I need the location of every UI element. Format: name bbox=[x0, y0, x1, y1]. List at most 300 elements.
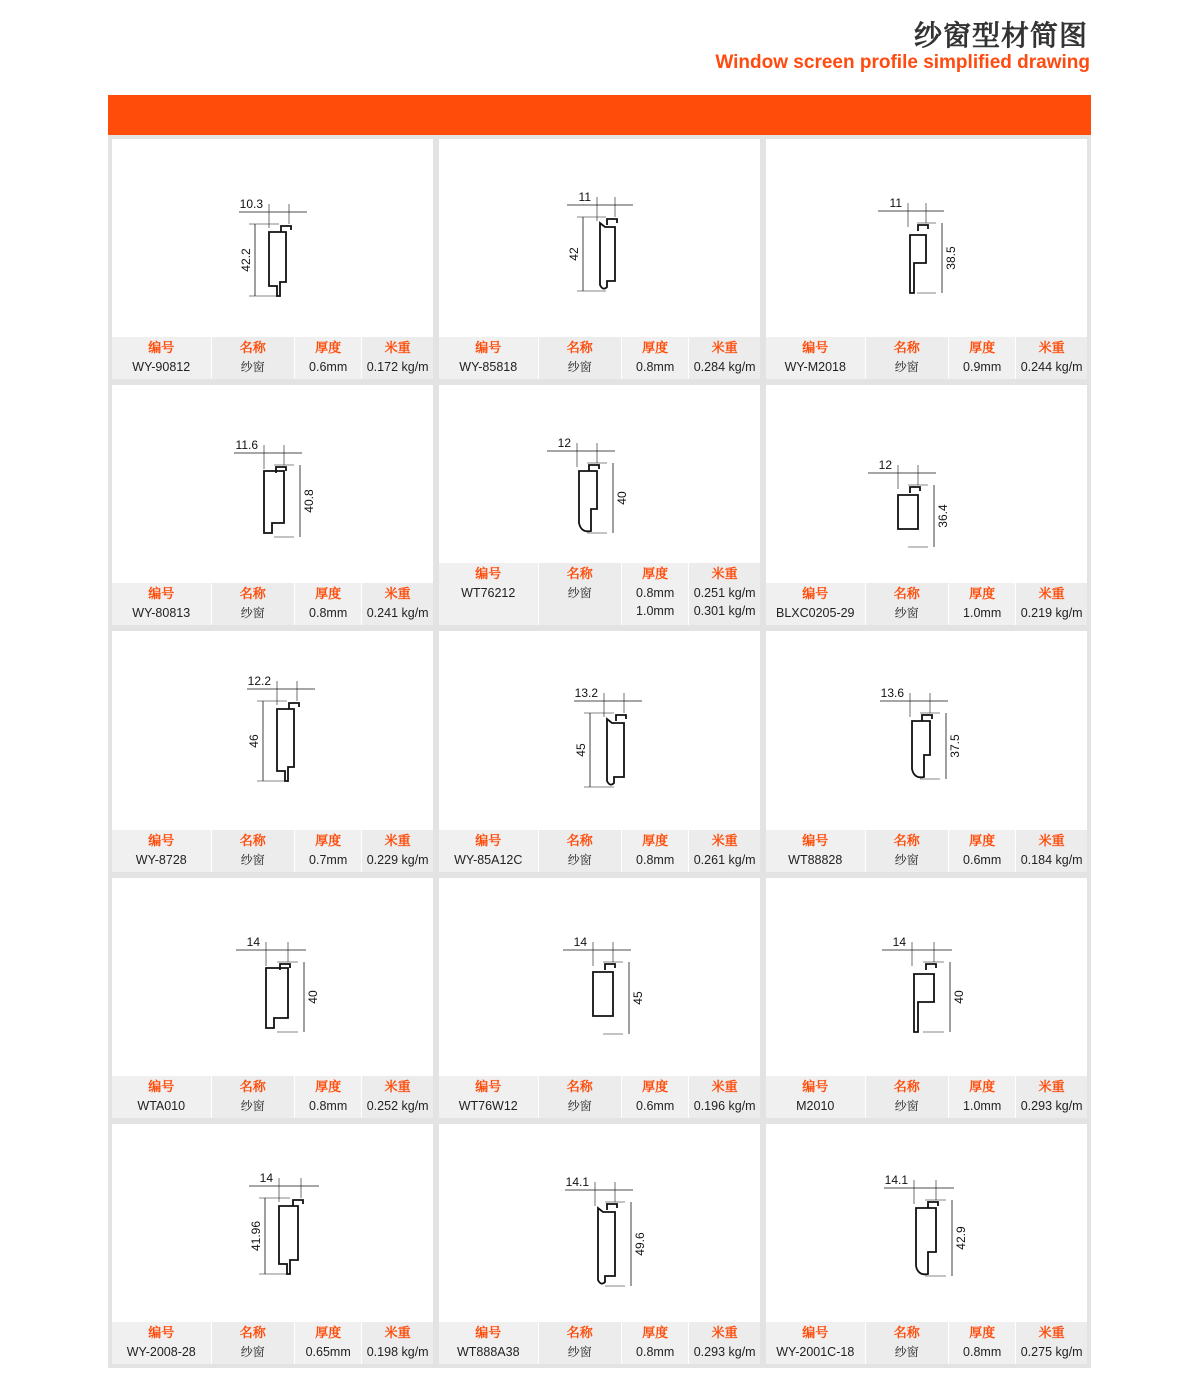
profile-drawing bbox=[574, 686, 642, 787]
spec-column-code bbox=[112, 337, 212, 379]
profile-drawing-svg bbox=[766, 878, 1087, 1073]
profile-hook bbox=[607, 1204, 617, 1210]
profile-outline bbox=[898, 495, 918, 529]
spec-value-thickness: 0.8mm bbox=[309, 606, 348, 621]
profile-drawing-svg bbox=[112, 139, 433, 334]
profile-drawing bbox=[868, 458, 950, 547]
profile-outline bbox=[264, 471, 284, 533]
spec-column-weight bbox=[689, 337, 760, 379]
page-title-cn: 纱窗型材简图 bbox=[913, 19, 1088, 52]
profile-drawing bbox=[882, 935, 966, 1032]
spec-column-thickness bbox=[622, 1322, 689, 1364]
profile-hook bbox=[910, 487, 920, 493]
height-dimension-label: 42 bbox=[567, 247, 581, 261]
profile-drawing-svg bbox=[112, 385, 433, 580]
profile-drawing-area bbox=[112, 385, 433, 580]
spec-value-name: 纱窗 bbox=[567, 360, 592, 375]
spec-header-name: 名称 bbox=[893, 1079, 920, 1095]
spec-header-weight: 米重 bbox=[384, 833, 411, 849]
height-dimension-label: 42.2 bbox=[239, 248, 253, 272]
profile-outline bbox=[912, 721, 930, 777]
spec-value-thickness: 0.8mm bbox=[636, 586, 675, 601]
spec-column-weight bbox=[1016, 1076, 1087, 1118]
width-dimension-label: 14.1 bbox=[884, 1172, 908, 1187]
spec-column-name bbox=[212, 337, 295, 379]
profile-hook bbox=[293, 1200, 303, 1206]
width-dimension-label: 10.3 bbox=[239, 197, 263, 211]
spec-table bbox=[112, 830, 433, 872]
spec-header-thickness: 厚度 bbox=[642, 341, 669, 357]
profile-drawing bbox=[234, 438, 316, 537]
spec-value-name: 纱窗 bbox=[567, 1344, 592, 1359]
profile-drawing-area bbox=[112, 1124, 433, 1319]
spec-header-name: 名称 bbox=[893, 833, 920, 849]
profile-card bbox=[439, 878, 760, 1118]
spec-column-thickness bbox=[949, 337, 1016, 379]
profile-outline bbox=[607, 719, 624, 785]
spec-header-code: 编号 bbox=[148, 587, 175, 603]
spec-table bbox=[439, 830, 760, 872]
spec-value-thickness: 0.8mm bbox=[309, 1098, 348, 1113]
spec-header-weight: 米重 bbox=[1038, 1325, 1065, 1341]
spec-header-code: 编号 bbox=[802, 341, 829, 357]
spec-header-name: 名称 bbox=[893, 587, 920, 603]
spec-table bbox=[112, 337, 433, 379]
spec-value-name: 纱窗 bbox=[240, 606, 265, 621]
spec-header-code: 编号 bbox=[475, 1325, 502, 1341]
spec-table bbox=[439, 1322, 760, 1364]
spec-column-thickness bbox=[949, 1076, 1016, 1118]
spec-value-name: 纱窗 bbox=[894, 1344, 919, 1359]
spec-value-name: 纱窗 bbox=[567, 852, 592, 867]
spec-column-weight bbox=[1016, 830, 1087, 872]
spec-value-code: WT88828 bbox=[788, 852, 843, 867]
spec-value-thickness: 0.9mm bbox=[963, 360, 1002, 375]
height-dimension-label: 45 bbox=[574, 743, 588, 758]
spec-column-name bbox=[539, 830, 622, 872]
profile-grid bbox=[108, 135, 1091, 1368]
profile-drawing bbox=[547, 436, 629, 533]
height-dimension-label: 46 bbox=[247, 734, 261, 749]
spec-column-name bbox=[212, 1322, 295, 1364]
spec-header-code: 编号 bbox=[475, 567, 502, 583]
spec-column-code bbox=[766, 583, 866, 625]
profile-drawing-area bbox=[439, 1124, 760, 1319]
spec-header-thickness: 厚度 bbox=[969, 833, 996, 849]
spec-value-code: WY-85818 bbox=[459, 360, 518, 375]
spec-value-code: BLXC0205-29 bbox=[775, 606, 855, 621]
spec-value-code: WT76212 bbox=[461, 586, 516, 601]
spec-column-name bbox=[866, 337, 949, 379]
spec-table bbox=[439, 563, 760, 625]
spec-header-code: 编号 bbox=[148, 1079, 175, 1095]
profile-outline bbox=[916, 1208, 936, 1274]
spec-value-name: 纱窗 bbox=[240, 852, 265, 867]
width-dimension-label: 12.2 bbox=[247, 674, 271, 689]
spec-header-name: 名称 bbox=[566, 833, 593, 849]
spec-column-thickness bbox=[295, 1322, 362, 1364]
profile-drawing-area bbox=[112, 631, 433, 826]
spec-value-weight: 0.219 kg/m bbox=[1020, 606, 1083, 621]
profile-hook bbox=[926, 964, 936, 970]
profile-drawing bbox=[565, 1175, 647, 1286]
spec-header-thickness: 厚度 bbox=[315, 833, 342, 849]
spec-value-code: WY-85A12C bbox=[454, 852, 523, 867]
profile-outline bbox=[266, 968, 288, 1028]
profile-drawing-svg bbox=[112, 1124, 433, 1319]
spec-column-name bbox=[212, 583, 295, 625]
spec-column-weight bbox=[1016, 337, 1087, 379]
profile-drawing-svg bbox=[112, 631, 433, 826]
spec-column-code bbox=[112, 1322, 212, 1364]
profile-drawing-area bbox=[766, 385, 1087, 580]
spec-value-code: WY-M2018 bbox=[784, 360, 846, 375]
profile-hook bbox=[289, 703, 299, 709]
spec-header-thickness: 厚度 bbox=[969, 1079, 996, 1095]
spec-table bbox=[439, 337, 760, 379]
spec-column-code bbox=[766, 337, 866, 379]
profile-drawing-svg bbox=[439, 385, 760, 580]
spec-value-thickness: 0.8mm bbox=[636, 852, 675, 867]
height-dimension-label: 40 bbox=[952, 989, 966, 1004]
spec-column-thickness bbox=[295, 583, 362, 625]
spec-column-weight bbox=[362, 1322, 433, 1364]
header-bar bbox=[108, 95, 1091, 135]
spec-header-code: 编号 bbox=[148, 341, 175, 357]
spec-value-code: WY-2001C-18 bbox=[776, 1344, 855, 1359]
spec-value-name: 纱窗 bbox=[894, 1098, 919, 1113]
profile-card bbox=[112, 878, 433, 1118]
profile-outline bbox=[277, 709, 294, 781]
spec-header-code: 编号 bbox=[475, 341, 502, 357]
width-dimension-label: 11 bbox=[578, 190, 591, 204]
spec-value-name: 纱窗 bbox=[894, 852, 919, 867]
profile-drawing-svg bbox=[439, 1124, 760, 1319]
spec-table bbox=[766, 1076, 1087, 1118]
spec-column-code bbox=[439, 337, 539, 379]
width-dimension-label: 13.2 bbox=[574, 686, 598, 701]
spec-value-code: WT76W12 bbox=[458, 1098, 518, 1113]
profile-card bbox=[112, 139, 433, 379]
height-dimension-label: 40 bbox=[615, 491, 629, 505]
profile-outline bbox=[600, 223, 615, 289]
spec-header-name: 名称 bbox=[566, 1325, 593, 1341]
profile-drawing bbox=[247, 674, 315, 781]
width-dimension-label: 14.1 bbox=[565, 1174, 589, 1189]
profile-outline bbox=[269, 232, 286, 296]
spec-column-weight bbox=[1016, 1322, 1087, 1364]
spec-column-code bbox=[112, 1076, 212, 1118]
spec-value-code: WTA010 bbox=[137, 1098, 186, 1113]
profile-hook bbox=[928, 1202, 938, 1208]
width-dimension-label: 14 bbox=[259, 1170, 273, 1185]
spec-column-code bbox=[439, 1322, 539, 1364]
spec-header-code: 编号 bbox=[802, 1325, 829, 1341]
spec-column-code bbox=[439, 1076, 539, 1118]
spec-header-code: 编号 bbox=[802, 1079, 829, 1095]
height-dimension-label: 41.96 bbox=[249, 1220, 263, 1251]
profile-card bbox=[766, 878, 1087, 1118]
spec-value-weight: 0.241 kg/m bbox=[366, 606, 429, 621]
width-dimension-label: 11 bbox=[889, 196, 902, 210]
profile-drawing-area bbox=[439, 878, 760, 1073]
profile-outline bbox=[579, 471, 597, 531]
profile-drawing-area bbox=[439, 631, 760, 826]
spec-value-thickness2: 1.0mm bbox=[636, 604, 675, 619]
spec-column-name bbox=[539, 1076, 622, 1118]
height-dimension-label: 40.8 bbox=[302, 489, 316, 513]
profile-drawing-svg bbox=[766, 1124, 1087, 1319]
spec-header-name: 名称 bbox=[239, 1079, 266, 1095]
spec-value-weight: 0.184 kg/m bbox=[1020, 852, 1083, 867]
spec-value-name: 纱窗 bbox=[567, 1098, 592, 1113]
height-dimension-label: 45 bbox=[631, 990, 645, 1005]
spec-value-code: WY-2008-28 bbox=[126, 1344, 196, 1359]
profile-drawing-svg bbox=[766, 385, 1087, 580]
spec-header-weight: 米重 bbox=[384, 1079, 411, 1095]
spec-column-weight bbox=[1016, 583, 1087, 625]
profile-card bbox=[439, 139, 760, 379]
spec-header-name: 名称 bbox=[893, 1325, 920, 1341]
spec-header-name: 名称 bbox=[239, 1325, 266, 1341]
spec-column-code bbox=[439, 830, 539, 872]
spec-header-thickness: 厚度 bbox=[969, 1325, 996, 1341]
profile-drawing bbox=[249, 1171, 319, 1274]
spec-column-weight bbox=[689, 563, 760, 625]
spec-value-weight: 0.251 kg/m bbox=[693, 586, 756, 601]
spec-header-weight: 米重 bbox=[1038, 833, 1065, 849]
width-dimension-label: 14 bbox=[892, 934, 906, 949]
spec-header-name: 名称 bbox=[566, 341, 593, 357]
spec-value-weight: 0.261 kg/m bbox=[693, 852, 756, 867]
spec-column-thickness bbox=[949, 583, 1016, 625]
spec-header-name: 名称 bbox=[566, 567, 593, 583]
profile-card bbox=[112, 1124, 433, 1364]
spec-value-thickness: 0.6mm bbox=[963, 852, 1002, 867]
spec-value-thickness: 0.8mm bbox=[963, 1344, 1002, 1359]
spec-value-thickness: 0.6mm bbox=[636, 1098, 675, 1113]
spec-column-name bbox=[539, 563, 622, 625]
spec-table bbox=[112, 1076, 433, 1118]
profile-drawing bbox=[884, 1173, 968, 1276]
spec-value-weight: 0.293 kg/m bbox=[693, 1344, 756, 1359]
width-dimension-label: 12 bbox=[557, 436, 571, 451]
profile-drawing-svg bbox=[439, 139, 760, 334]
spec-table bbox=[766, 1322, 1087, 1364]
spec-header-weight: 米重 bbox=[711, 1079, 738, 1095]
profile-card bbox=[766, 139, 1087, 379]
spec-value-weight: 0.198 kg/m bbox=[366, 1344, 429, 1359]
width-dimension-label: 13.6 bbox=[880, 686, 904, 701]
spec-header-code: 编号 bbox=[802, 587, 829, 603]
profile-drawing-area bbox=[439, 139, 760, 334]
spec-value-weight: 0.252 kg/m bbox=[366, 1098, 429, 1113]
profile-card bbox=[439, 385, 760, 625]
spec-value-weight: 0.293 kg/m bbox=[1020, 1098, 1083, 1113]
profile-card bbox=[439, 1124, 760, 1364]
profile-drawing-area bbox=[766, 139, 1087, 334]
spec-column-code bbox=[766, 1076, 866, 1118]
spec-value-name: 纱窗 bbox=[240, 1344, 265, 1359]
spec-value-weight: 0.284 kg/m bbox=[693, 360, 756, 375]
profile-drawing bbox=[236, 935, 320, 1032]
spec-column-thickness bbox=[949, 1322, 1016, 1364]
spec-column-thickness bbox=[622, 337, 689, 379]
profile-drawing-area bbox=[766, 631, 1087, 826]
spec-value-thickness: 0.8mm bbox=[636, 1344, 675, 1359]
spec-column-name bbox=[866, 1322, 949, 1364]
width-dimension-label: 12 bbox=[878, 458, 892, 473]
spec-value-code: WY-80813 bbox=[132, 606, 191, 621]
spec-header-name: 名称 bbox=[239, 833, 266, 849]
spec-header-weight: 米重 bbox=[711, 1325, 738, 1341]
profile-drawing bbox=[567, 190, 633, 291]
spec-column-thickness bbox=[622, 830, 689, 872]
spec-value-code: M2010 bbox=[796, 1098, 835, 1113]
spec-table bbox=[766, 830, 1087, 872]
spec-header-weight: 米重 bbox=[384, 1325, 411, 1341]
profile-drawing-svg bbox=[112, 878, 433, 1073]
spec-column-thickness bbox=[622, 1076, 689, 1118]
profile-card bbox=[766, 385, 1087, 625]
spec-column-code bbox=[112, 830, 212, 872]
spec-header-name: 名称 bbox=[239, 587, 266, 603]
spec-column-weight bbox=[689, 1076, 760, 1118]
height-dimension-label: 49.6 bbox=[633, 1232, 647, 1256]
height-dimension-label: 40 bbox=[306, 989, 320, 1004]
height-dimension-label: 37.5 bbox=[948, 734, 962, 759]
spec-value-name: 纱窗 bbox=[894, 360, 919, 375]
spec-header-code: 编号 bbox=[148, 833, 175, 849]
spec-header-weight: 米重 bbox=[1038, 341, 1065, 357]
profile-drawing-area bbox=[766, 878, 1087, 1073]
spec-header-thickness: 厚度 bbox=[642, 1079, 669, 1095]
spec-header-thickness: 厚度 bbox=[315, 587, 342, 603]
spec-value-name: 纱窗 bbox=[894, 606, 919, 621]
profile-drawing bbox=[239, 197, 307, 296]
spec-value-name: 纱窗 bbox=[240, 1098, 265, 1113]
spec-column-code bbox=[766, 1322, 866, 1364]
spec-column-thickness bbox=[622, 563, 689, 625]
profile-drawing-area bbox=[439, 385, 760, 580]
profile-card bbox=[112, 631, 433, 871]
spec-column-thickness bbox=[949, 830, 1016, 872]
profile-drawing-area bbox=[766, 1124, 1087, 1319]
profile-card bbox=[112, 385, 433, 625]
width-dimension-label: 11.6 bbox=[235, 438, 258, 453]
profile-drawing bbox=[563, 935, 645, 1034]
profile-drawing bbox=[880, 686, 962, 779]
profile-card bbox=[766, 631, 1087, 871]
profile-card bbox=[439, 631, 760, 871]
spec-value-weight: 0.196 kg/m bbox=[693, 1098, 756, 1113]
spec-table bbox=[766, 337, 1087, 379]
spec-header-weight: 米重 bbox=[711, 833, 738, 849]
profile-outline bbox=[598, 1208, 615, 1284]
profile-outline bbox=[910, 235, 926, 293]
spec-header-thickness: 厚度 bbox=[969, 587, 996, 603]
height-dimension-label: 36.4 bbox=[936, 504, 950, 528]
spec-column-name bbox=[212, 1076, 295, 1118]
spec-column-name bbox=[212, 830, 295, 872]
spec-column-weight bbox=[362, 1076, 433, 1118]
profile-outline bbox=[279, 1206, 298, 1274]
spec-value-code: WT888A38 bbox=[456, 1344, 520, 1359]
spec-value-code: WY-8728 bbox=[135, 852, 187, 867]
spec-value-weight: 0.229 kg/m bbox=[366, 852, 429, 867]
spec-column-code bbox=[766, 830, 866, 872]
profile-hook bbox=[605, 964, 615, 970]
profile-drawing-area bbox=[112, 878, 433, 1073]
spec-column-weight bbox=[689, 830, 760, 872]
spec-column-weight bbox=[362, 830, 433, 872]
spec-header-weight: 米重 bbox=[384, 341, 411, 357]
profile-drawing bbox=[878, 196, 958, 293]
profile-drawing-svg bbox=[439, 878, 760, 1073]
profile-drawing-svg bbox=[766, 631, 1087, 826]
spec-header-thickness: 厚度 bbox=[315, 1079, 342, 1095]
height-dimension-label: 42.9 bbox=[954, 1226, 968, 1250]
page-title-en: Window screen profile simplified drawing bbox=[715, 52, 1090, 73]
spec-table bbox=[766, 583, 1087, 625]
spec-header-name: 名称 bbox=[239, 341, 266, 357]
spec-header-thickness: 厚度 bbox=[642, 833, 669, 849]
spec-column-code bbox=[112, 583, 212, 625]
profile-hook bbox=[922, 715, 932, 721]
spec-header-code: 编号 bbox=[475, 833, 502, 849]
spec-column-thickness bbox=[295, 1076, 362, 1118]
spec-column-weight bbox=[689, 1322, 760, 1364]
spec-header-weight: 米重 bbox=[384, 587, 411, 603]
spec-header-thickness: 厚度 bbox=[969, 341, 996, 357]
spec-header-weight: 米重 bbox=[711, 567, 738, 583]
profile-drawing-area bbox=[112, 139, 433, 334]
spec-header-thickness: 厚度 bbox=[315, 341, 342, 357]
spec-value-thickness: 0.65mm bbox=[305, 1344, 351, 1359]
spec-value-name: 纱窗 bbox=[567, 586, 592, 601]
spec-value-code: WY-90812 bbox=[132, 360, 191, 375]
spec-table bbox=[112, 583, 433, 625]
profile-hook bbox=[918, 225, 928, 231]
spec-table bbox=[439, 1076, 760, 1118]
spec-header-weight: 米重 bbox=[1038, 1079, 1065, 1095]
spec-column-name bbox=[539, 337, 622, 379]
profile-drawing-svg bbox=[439, 631, 760, 826]
spec-column-thickness bbox=[295, 337, 362, 379]
spec-value-weight2: 0.301 kg/m bbox=[693, 604, 756, 619]
spec-column-thickness bbox=[295, 830, 362, 872]
height-dimension-label: 38.5 bbox=[944, 246, 958, 270]
spec-column-weight bbox=[362, 337, 433, 379]
spec-header-thickness: 厚度 bbox=[642, 1325, 669, 1341]
spec-column-name bbox=[866, 1076, 949, 1118]
spec-header-name: 名称 bbox=[566, 1079, 593, 1095]
spec-header-code: 编号 bbox=[148, 1325, 175, 1341]
spec-column-weight bbox=[362, 583, 433, 625]
spec-column-name bbox=[539, 1322, 622, 1364]
spec-value-thickness: 1.0mm bbox=[963, 1098, 1002, 1113]
spec-header-code: 编号 bbox=[475, 1079, 502, 1095]
spec-value-weight: 0.244 kg/m bbox=[1020, 360, 1083, 375]
spec-column-name bbox=[866, 583, 949, 625]
spec-value-thickness: 0.8mm bbox=[636, 360, 675, 375]
profile-outline bbox=[593, 972, 613, 1016]
spec-header-name: 名称 bbox=[893, 341, 920, 357]
spec-value-name: 纱窗 bbox=[240, 360, 265, 375]
width-dimension-label: 14 bbox=[246, 934, 260, 949]
spec-header-thickness: 厚度 bbox=[642, 567, 669, 583]
spec-value-thickness: 1.0mm bbox=[963, 606, 1002, 621]
